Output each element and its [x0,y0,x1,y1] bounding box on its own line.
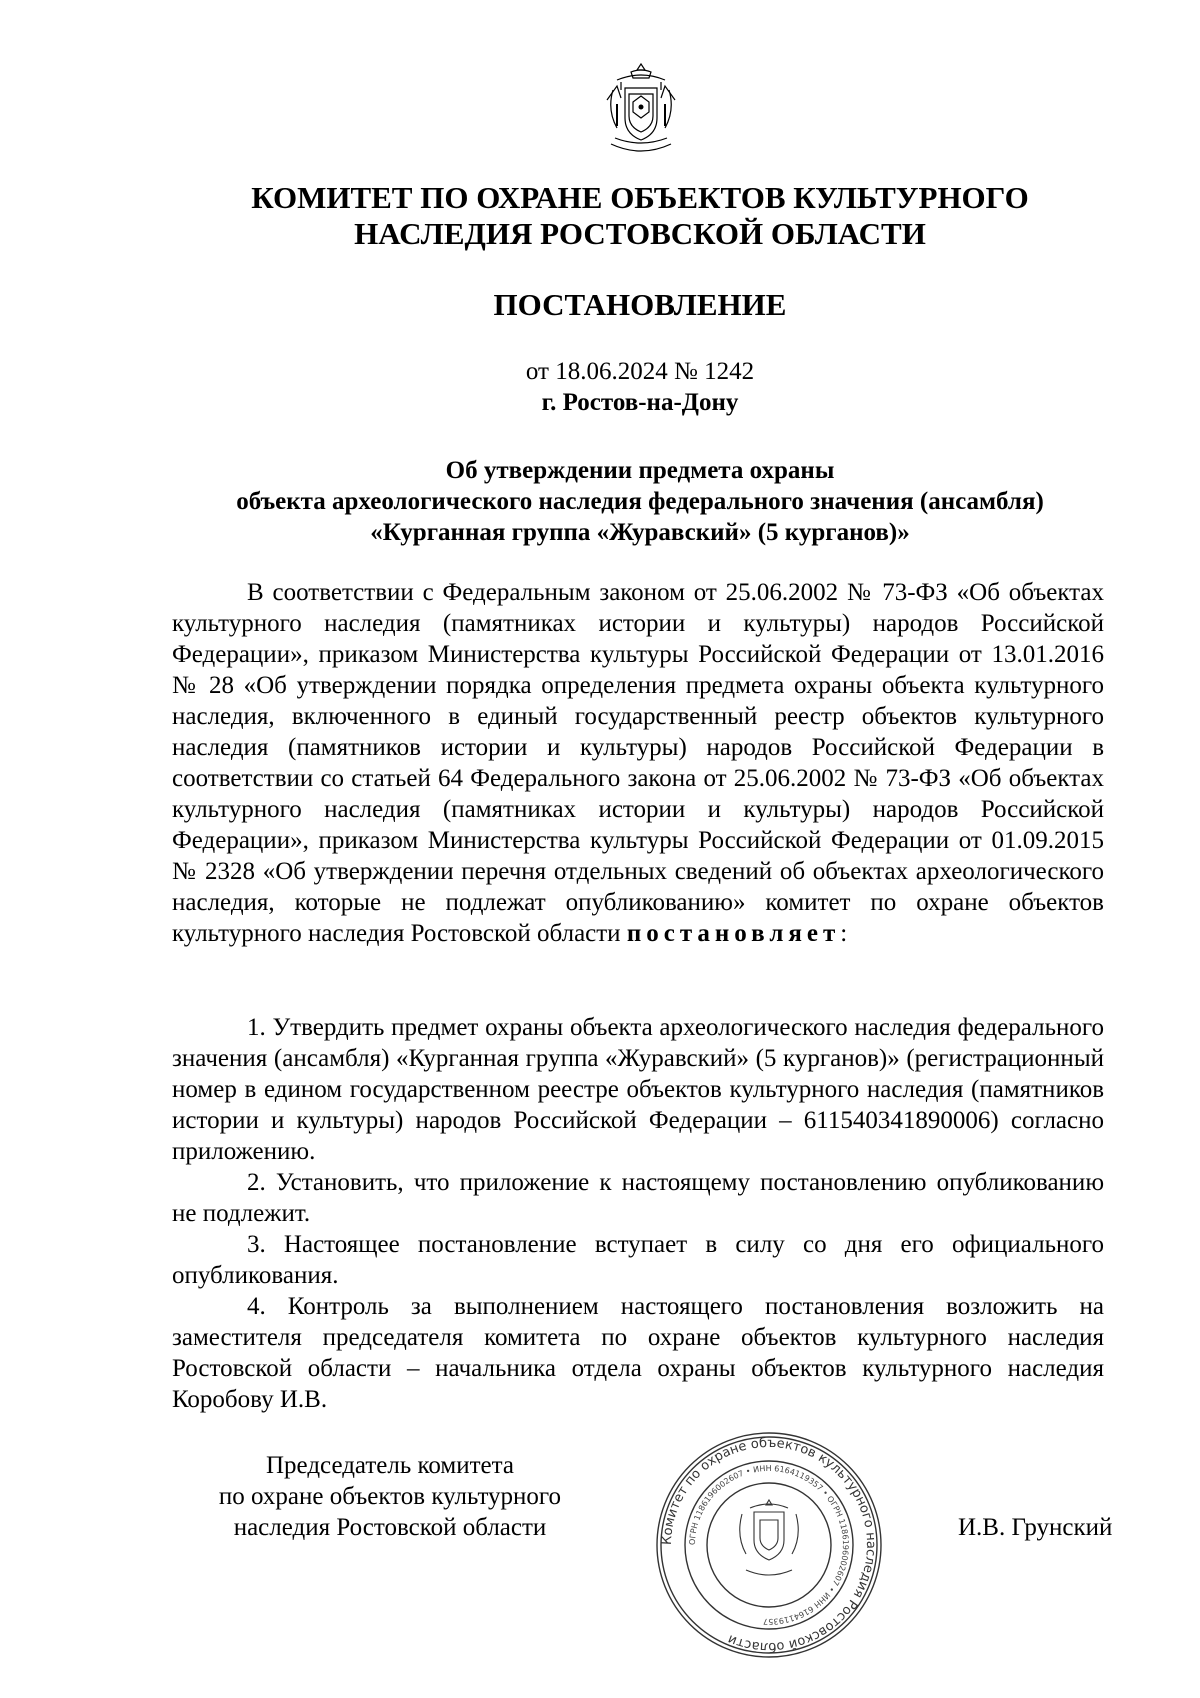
decision-item-1: 1. Утвердить предмет охраны объекта археологического наследия федерального значения (ансамбля) «Курганная группа «Журавский» (5 курганов)» (регистрационный номер в едином государственном реестре объектов культурного наследия (памятников истории и культуры) народов Российской Федерации – 611540341890006) согласно приложению. [172,1014,1104,1165]
position-line-2: по охране объектов культурного [218,1483,562,1510]
date-number: от 18.06.2024 № 1242 [525,358,755,385]
preamble-colon: : [840,920,848,947]
preamble-text: В соответствии с Федеральным законом от 25.06.2002 № 73-ФЗ «Об объектах культурного наследия (памятниках истории и культуры) народов Российской Федерации», приказом Министерства культуры Российской Федерации от 13.01.2016 № 28 «Об утверждении порядка определения предмета охраны объекта культурного наследия, включенного в единый государственный реестр объектов культурного наследия (памятников истории и культуры) народов Российской Федерации в соответствии со статьей 64 Федерального закона от 25.06.2002 № 73-ФЗ «Об объектах культурного наследия (памятниках истории и культуры) народов Российской Федерации», приказом Министерства культуры Российской Федерации от 01.09.2015 № 2328 «Об утверждении перечня отдельных сведений об объектах археологического наследия, которые не подлежат опубликованию» комитет по охране объектов культурного наследия Ростовской области [172,579,1104,947]
decision-item-2: 2. Установить, что приложение к настоящему постановлению опубликованию не подлежит. [172,1169,1104,1227]
decision-item-3: 3. Настоящее постановление вступает в силу со дня его официального опубликования. [172,1231,1104,1289]
preamble-paragraph [172,577,1104,949]
official-seal-icon [654,1430,884,1660]
decree-word: постановляет [626,920,841,947]
subject-line-2: объекта археологического наследия федерального значения (ансамбля) [236,488,1044,515]
position-line-1: Председатель комитета [266,1452,514,1479]
org-line-2: НАСЛЕДИЯ РОСТОВСКОЙ ОБЛАСТИ [354,216,926,251]
org-line-1: КОМИТЕТ ПО ОХРАНЕ ОБЪЕКТОВ КУЛЬТУРНОГО [251,180,1029,215]
city: г. Ростов-на-Дону [541,389,739,416]
coat-of-arms-icon [603,60,679,160]
document-type: ПОСТАНОВЛЕНИЕ [493,287,787,322]
organization-name [170,180,1110,252]
document-subject [170,455,1110,548]
svg-text:Комитет по охране объектов кул: Комитет по охране объектов культурного наследия Ростовской области [659,1435,879,1655]
signatory-position [180,1450,600,1543]
decision-items [172,1012,1104,1415]
preamble [172,577,1104,949]
svg-text:ОГРН 1186196002607 • ИНН 61641: ОГРН 1186196002607 • ИНН 6164119357 • ОГРН 1186196002607 • ИНН 6164119357 [687,1463,851,1627]
position-line-3: наследия Ростовской области [233,1514,547,1541]
decision-item-4: 4. Контроль за выполнением настоящего постановления возложить на заместителя председателя комитета по охране объектов культурного наследия Ростовской области – начальника отдела охраны объектов культурного наследия Коробову И.В. [172,1293,1104,1413]
signatory-name: И.В. Грунский [958,1514,1113,1541]
subject-line-1: Об утверждении предмета охраны [445,457,835,484]
subject-line-3: «Курганная группа «Журавский» (5 курганов)» [370,519,910,546]
